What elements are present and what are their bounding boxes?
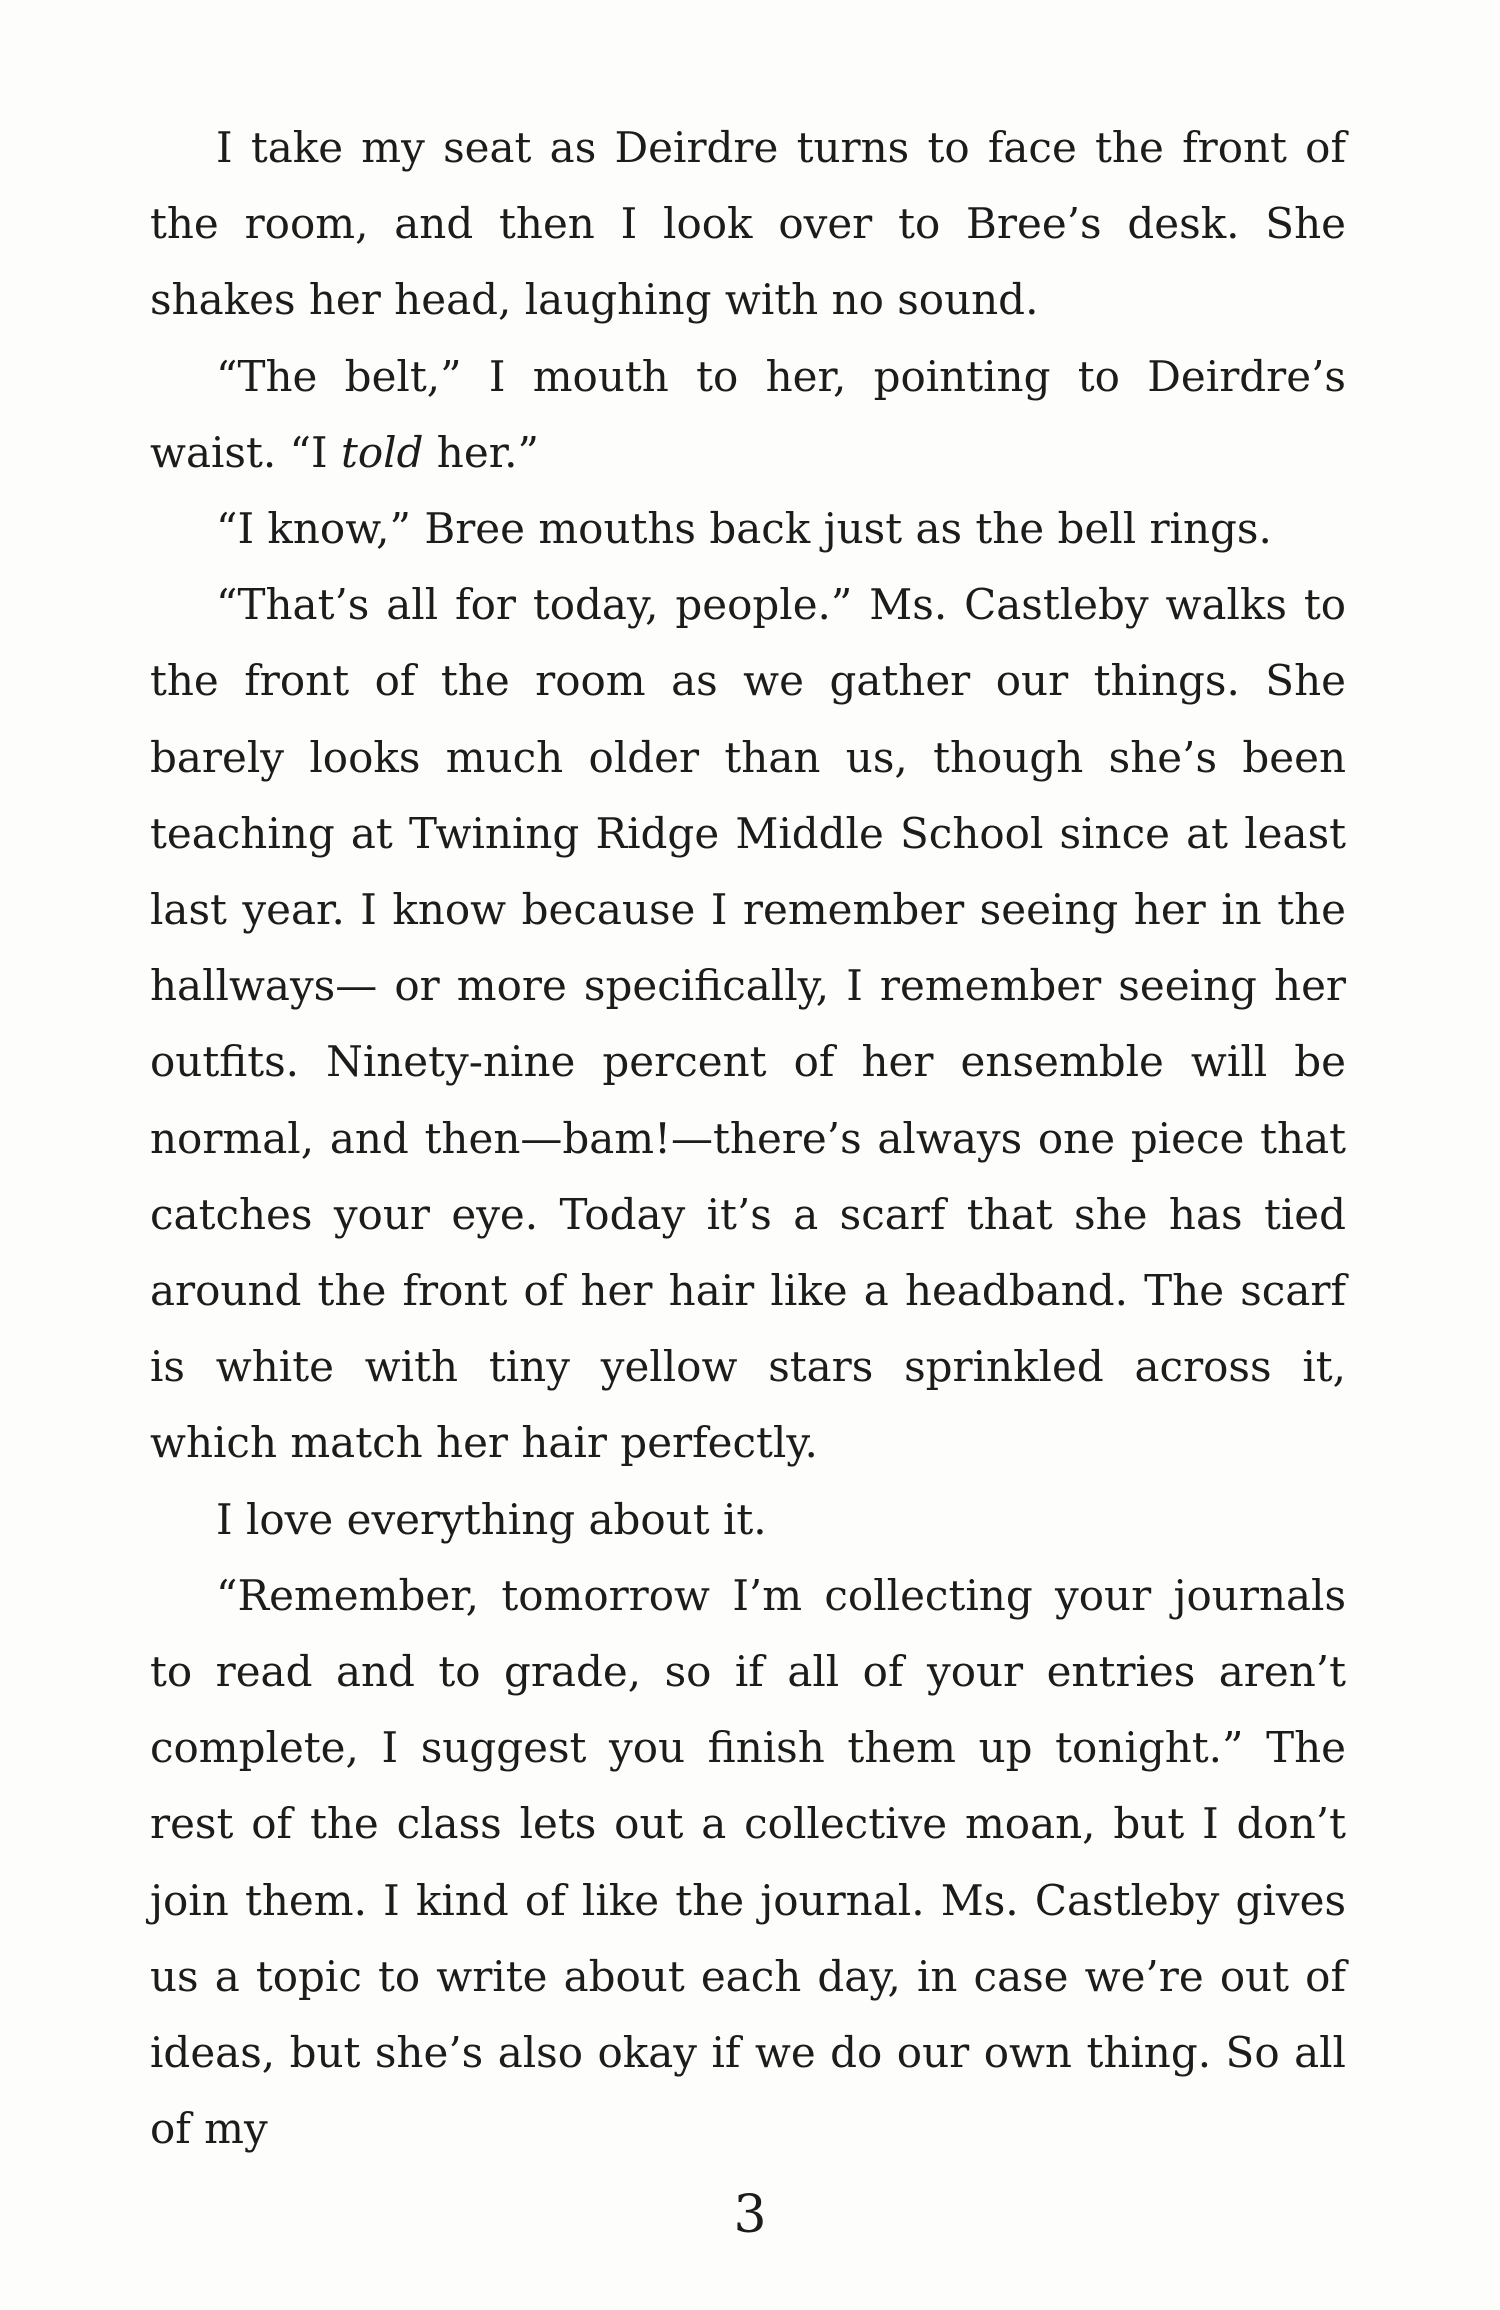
body-text [150,110,1346,2167]
page-number: 3 [733,2185,767,2245]
paragraph-text: her.” [423,427,539,477]
italic-text: told [340,427,424,477]
paragraph: “I know,” Bree mouths back just as the bell rings. [216,504,1272,554]
paragraph: I love everything about it. [216,1494,767,1544]
paragraph [150,339,1346,491]
paragraph: “That’s all for today, people.” Ms. Castleby walks to the front of the room as we gather our things. She barely looks much older than us, though she’s been teaching at Twining Ridge Middle School since at least last year. I know because I remember seeing her in the hallways— or more specifically, I remember seeing her outfits. Ninety-nine percent of her ensemble will be normal, and then—bam!—there’s always one piece that catches your eye. Today it’s a scarf that she has tied around the front of her hair like a headband. The scarf is white with tiny yellow stars sprinkled across it, which match her hair perfectly. [150,580,1346,1468]
paragraph-text: “The belt,” I mouth to her, pointing to Deirdre’s waist. “I [150,351,1346,477]
paragraph: I take my seat as Deirdre turns to face the front of the room, and then I look over to Bree’s desk. She shakes her head, laughing with no sound. [150,123,1346,325]
paragraph: “Remember, tomorrow I’m collecting your journals to read and to grade, so if all of your entries aren’t complete, I suggest you finish them up tonight.” The rest of the class lets out a collective moan, but I don’t join them. I kind of like the journal. Ms. Castleby gives us a topic to write about each day, in case we’re out of ideas, but she’s also okay if we do our own thing. So all of my [150,1570,1346,2154]
